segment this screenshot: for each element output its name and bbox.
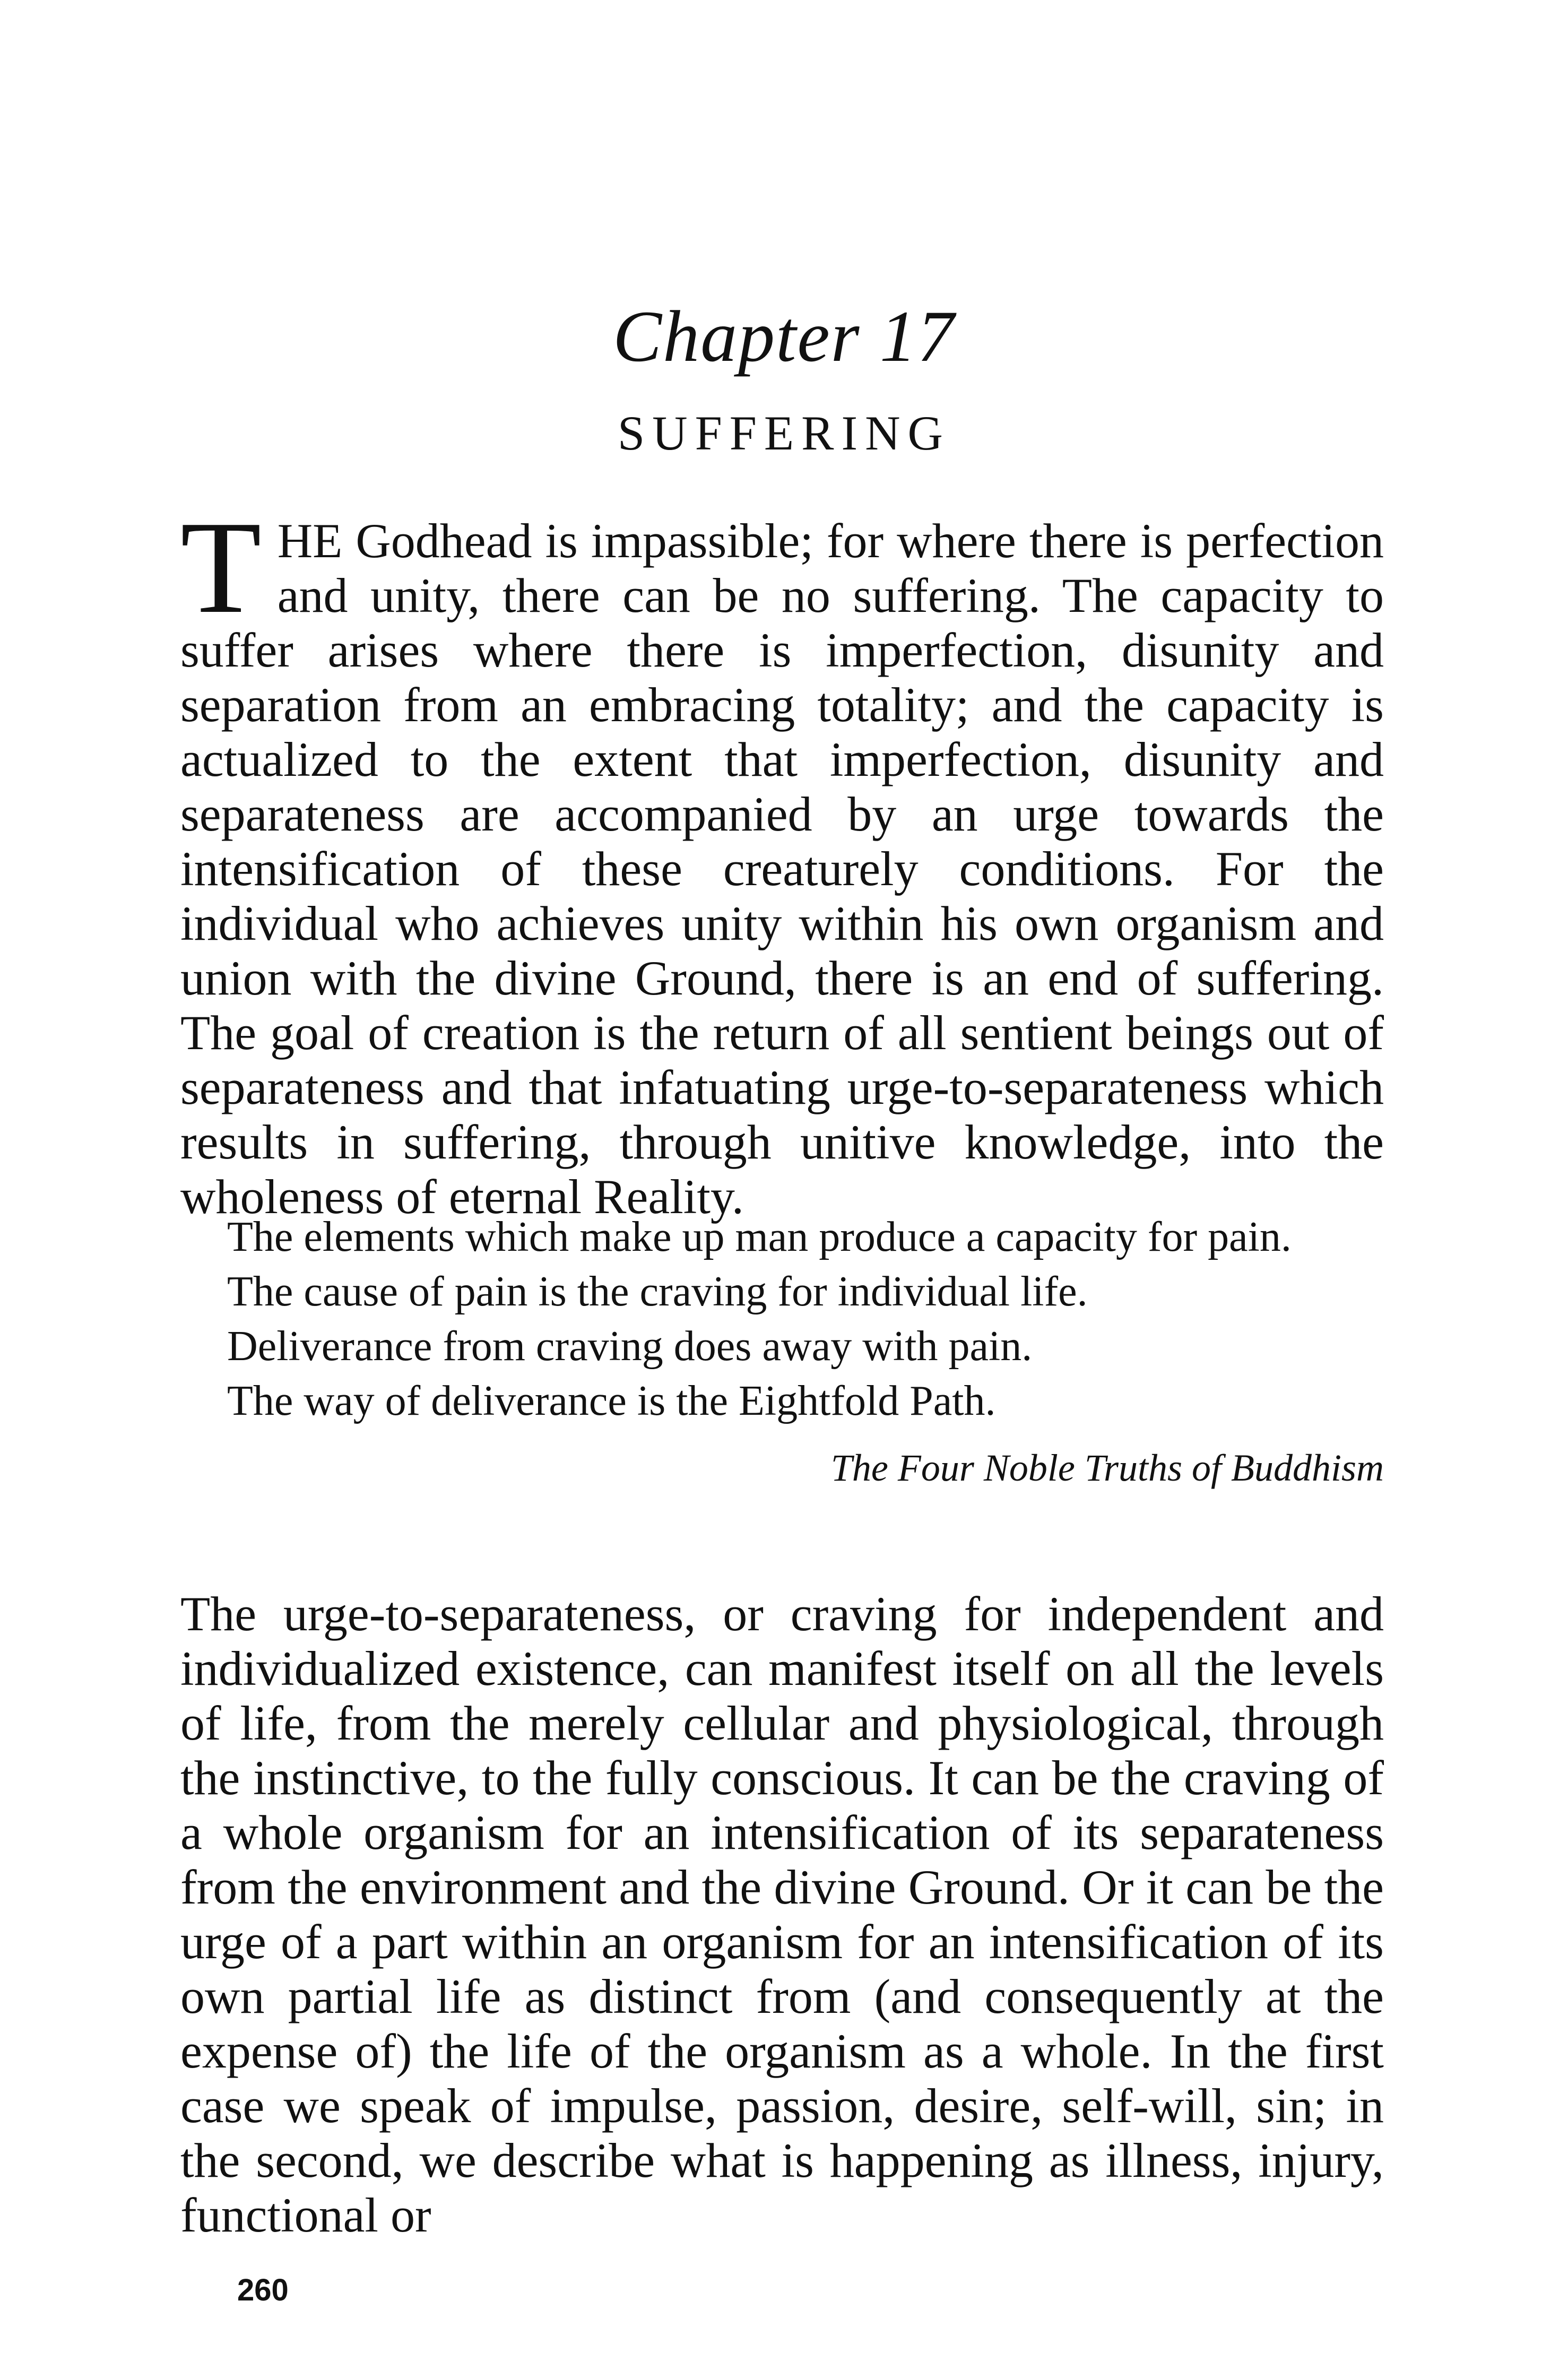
quote-line: The elements which make up man produce a capacity for pain. xyxy=(227,1214,1292,1260)
quote-line: Deliverance from craving does away with pain. xyxy=(227,1323,1033,1370)
paragraph-text: The urge-to-separateness, or craving for independent and individualized existence, can manifest itself on all the levels of life, from the merely cellular and physiological, through the instinctive, to the fully conscious. It can be the craving of a whole organism for an intensification of its separateness from the environment and the divine Ground. Or it can be the urge of a part within an organism for an intensification of its own partial life as distinct from (and consequently at the expense of) the life of the organism as a whole. In the first case we speak of impulse, passion, desire, self-will, sin; in the second, we describe what is happening as illness, injury, functional or xyxy=(180,1587,1384,2242)
drop-cap: T xyxy=(180,494,262,641)
epigraph-quote xyxy=(227,1210,1394,1429)
intro-text: HE Godhead is impassible; for where there is perfection and unity, there can be no suffering. The capacity to suffer arises where there is imperfection, disunity and separation from an embracing totality; and the capacity is actualized to the extent that imperfection, disunity and separateness are accompanied by an urge towards the intensification of these creaturely conditions. For the individual who achieves unity within his own organism and union with the divine Ground, there is an end of suffering. The goal of creation is the return of all sentient beings out of separateness and that infatuating urge-to-separateness which results in suffering, through unitive knowledge, into the wholeness of eternal Reality. xyxy=(180,514,1384,1224)
page-number: 260 xyxy=(237,2273,289,2307)
body-paragraph xyxy=(180,1587,1384,2243)
intro-paragraph xyxy=(180,494,1384,1224)
quote-line: The way of deliverance is the Eightfold Path. xyxy=(227,1378,996,1424)
chapter-title: SUFFERING xyxy=(617,406,950,460)
chapter-number: Chapter 17 xyxy=(613,296,955,377)
quote-attribution: The Four Noble Truths of Buddhism xyxy=(830,1447,1384,1489)
quote-line: The cause of pain is the craving for individual life. xyxy=(227,1268,1088,1315)
